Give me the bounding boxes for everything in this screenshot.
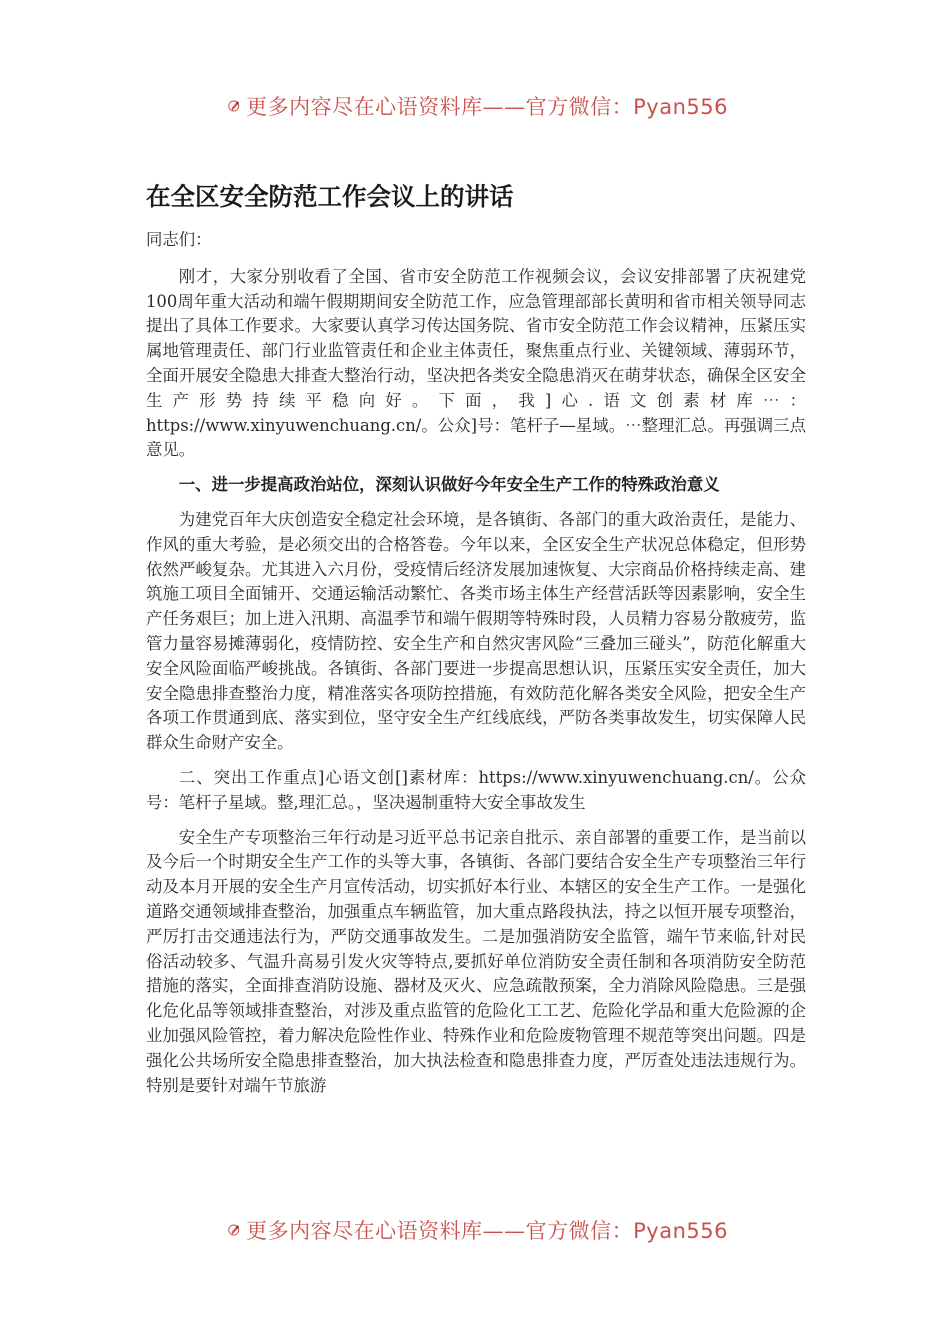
banner-text: 更多内容尽在心语资料库——官方微信：Pyan556: [246, 95, 728, 119]
section-heading-2: 二、突出工作重点]心语文创[]素材库：https://www.xinyuwenchuang.cn/。公众号：笔杆子星域。整,理汇总。，坚决遏制重特大安全事故发生: [146, 767, 806, 812]
banner-text: 更多内容尽在心语资料库——官方微信：Pyan556: [246, 1219, 728, 1243]
pen-logo-icon: [228, 1213, 240, 1247]
document-body: [146, 228, 806, 1108]
footer-banner: [228, 1210, 728, 1250]
paragraph-intro: 刚才，大家分别收看了全国、省市安全防范工作视频会议，会议安排部署了庆祝建党100周年重大活动和端午假期期间安全防范工作，应急管理部部长黄明和省市相关领导同志提出了具体工作要求。大家要认真学习传达国务院、省市安全防范工作会议精神，压紧压实属地管理责任、部门行业监管责任和企业主体责任，聚焦重点行业、关键领域、薄弱环节，全面开展安全隐患大排查大整治行动，坚决把各类安全隐患消灭在萌芽状态，确保全区安全生产形势持续平稳向好。下面，我]心.语文创素材库⋯：https://www.xinyuwenchuang.cn/。公众]号：笔杆子—星域。⋯整理汇总。再强调三点意见。: [146, 266, 806, 460]
paragraph-section-1: 为建党百年大庆创造安全稳定社会环境，是各镇街、各部门的重大政治责任，是能力、作风的重大考验，是必须交出的合格答卷。今年以来，全区安全生产状况总体稳定，但形势依然严峻复杂。尤其进入六月份，受疫情后经济发展加速恢复、大宗商品价格持续走高、建筑施工项目全面铺开、交通运输活动繁忙、各类市场主体生产经营活跃等因素影响，安全生产任务艰巨；加上进入汛期、高温季节和端午假期等特殊时段，人员精力容易分散疲劳，监管力量容易摊薄弱化，疫情防控、安全生产和自然灾害风险“三叠加三碰头”，防范化解重大安全风险面临严峻挑战。各镇街、各部门要进一步提高思想认识，压紧压实安全责任，加大安全隐患排查整治力度，精准落实各项防控措施，有效防范化解各类安全风险，把安全生产各项工作贯通到底、落实到位，坚守安全生产红线底线，严防各类事故发生，切实保障人民群众生命财产安全。: [146, 509, 806, 753]
greeting: 同志们：: [146, 230, 212, 249]
section-heading-1: 一、进一步提高政治站位，深刻认识做好今年安全生产工作的特殊政治意义: [178, 475, 720, 495]
paragraph-section-2: 安全生产专项整治三年行动是习近平总书记亲自批示、亲自部署的重要工作，是当前以及今后一个时期安全生产工作的头等大事，各镇街、各部门要结合安全生产专项整治三年行动及本月开展的安全生产月宣传活动，切实抓好本行业、本辖区的安全生产工作。一是强化道路交通领域排查整治，加强重点车辆监管，加大重点路段执法，持之以恒开展专项整治，严厉打击交通违法行为，严防交通事故发生。二是加强消防安全监管，端午节来临,针对民俗活动较多、气温升高易引发火灾等特点,要抓好单位消防安全责任制和各项消防安全防范措施的落实，全面排查消防设施、器材及灭火、应急疏散预案，全力消除风险隐患。三是强化危化品等领域排查整治，对涉及重点监管的危险化工工艺、危险化学品和重大危险源的企业加强风险管控，着力解决危险性作业、特殊作业和危险废物管理不规范等突出问题。四是强化公共场所安全隐患排查整治，加大执法检查和隐患排查力度，严厉查处违法违规行为。特别是要针对端午节旅游: [146, 827, 806, 1095]
page-title: 在全区安全防范工作会议上的讲话: [146, 182, 514, 211]
pen-logo-icon: [228, 89, 240, 123]
header-banner: [228, 86, 728, 126]
